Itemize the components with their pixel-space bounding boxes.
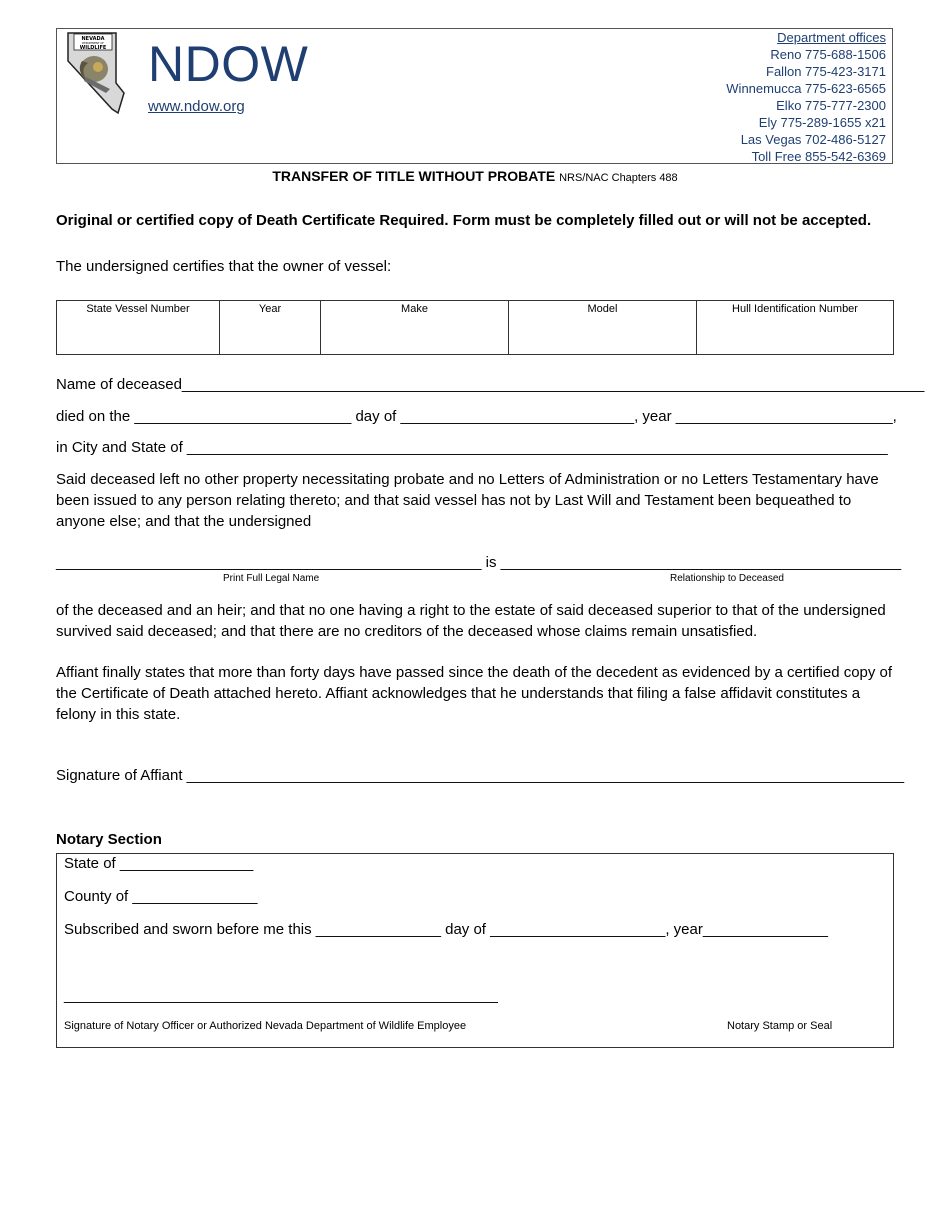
form-title-sub: NRS/NAC Chapters 488 — [559, 172, 678, 184]
vessel-table — [56, 300, 894, 355]
notary-subscribed-field[interactable]: Subscribed and sworn before me this _______________ day of _____________________, year_______________ — [64, 921, 828, 938]
heir-relationship-field[interactable]: ___________________________________________________ is ________________________________________________ — [56, 554, 902, 571]
col-state-vessel-number[interactable]: State Vessel Number — [57, 301, 220, 355]
office-ely: Ely 775-289-1655 x21 — [758, 115, 886, 130]
department-offices — [726, 29, 886, 165]
notary-section-heading: Notary Section — [56, 831, 162, 848]
paragraph-heir: of the deceased and an heir; and that no one having a right to the estate of said deceased superior to that of the undersigned survived said deceased; and that there are no creditors of the deceased whose claims remain unsatisfied. — [56, 602, 886, 640]
office-las-vegas: Las Vegas 702-486-5127 — [740, 132, 886, 147]
relationship-caption: Relationship to Deceased — [670, 573, 784, 584]
office-reno: Reno 775-688-1506 — [770, 47, 886, 62]
form-title — [0, 168, 950, 184]
paragraph-probate: Said deceased left no other property necessitating probate and no Letters of Administration or no Letters Testamentary have been issued to any person relating thereto; and that said vessel has not by Last Will and Testament been bequeathed to anyone else; and that the undersigned — [56, 471, 879, 530]
notary-signature-caption: Signature of Notary Officer or Authorized Nevada Department of Wildlife Employee — [64, 1020, 467, 1032]
notary-state-field[interactable]: State of ________________ — [64, 855, 254, 872]
office-winnemucca: Winnemucca 775-623-6565 — [726, 81, 886, 96]
svg-text:NEVADA: NEVADA — [81, 36, 105, 42]
print-name-caption: Print Full Legal Name — [223, 573, 320, 584]
notary-signature-line[interactable]: ____________________________________________________ — [64, 987, 498, 1004]
city-state-field[interactable]: in City and State of ____________________________________________________________________________________ — [56, 439, 888, 456]
notary-county-field[interactable]: County of _______________ — [64, 888, 258, 905]
ndow-logo — [66, 31, 126, 115]
intro-text: The undersigned certifies that the owner of vessel: — [56, 258, 392, 275]
signature-affiant-field[interactable]: Signature of Affiant ______________________________________________________________________________________ — [56, 767, 905, 784]
offices-heading-link[interactable]: Department offices — [777, 30, 886, 45]
paragraph-affiant: Affiant finally states that more than forty days have passed since the death of the decedent as evidenced by a certified copy of the Certificate of Death attached hereto. Affiant acknowledges that he understands that filing a false affidavit constitutes a felony in this state. — [56, 664, 893, 723]
website-link[interactable]: www.ndow.org — [148, 98, 245, 115]
col-hull-identification-number[interactable]: Hull Identification Number — [697, 301, 894, 355]
office-elko: Elko 775-777-2300 — [776, 98, 886, 113]
col-year[interactable]: Year — [220, 301, 321, 355]
col-model[interactable]: Model — [509, 301, 697, 355]
col-make[interactable]: Make — [321, 301, 509, 355]
date-of-death-field[interactable]: died on the __________________________ day of ____________________________, year __________________________, — [56, 408, 897, 425]
notary-box — [56, 853, 894, 1048]
vessel-table-header-row — [57, 301, 894, 355]
svg-text:DEPARTMENT OF: DEPARTMENT OF — [82, 42, 104, 45]
office-toll-free: Toll Free 855-542-6369 — [751, 149, 886, 164]
svg-text:WILDLIFE: WILDLIFE — [79, 45, 107, 51]
brand-name: NDOW — [148, 36, 309, 92]
office-fallon: Fallon 775-423-3171 — [766, 64, 886, 79]
form-title-main: TRANSFER OF TITLE WITHOUT PROBATE — [272, 168, 556, 184]
notary-stamp-caption: Notary Stamp or Seal — [727, 1020, 833, 1032]
required-notice: Original or certified copy of Death Certificate Required. Form must be completely filled out or will not be accepted. — [56, 212, 872, 229]
name-of-deceased-field[interactable]: Name of deceased_________________________________________________________________________________________ — [56, 376, 925, 393]
